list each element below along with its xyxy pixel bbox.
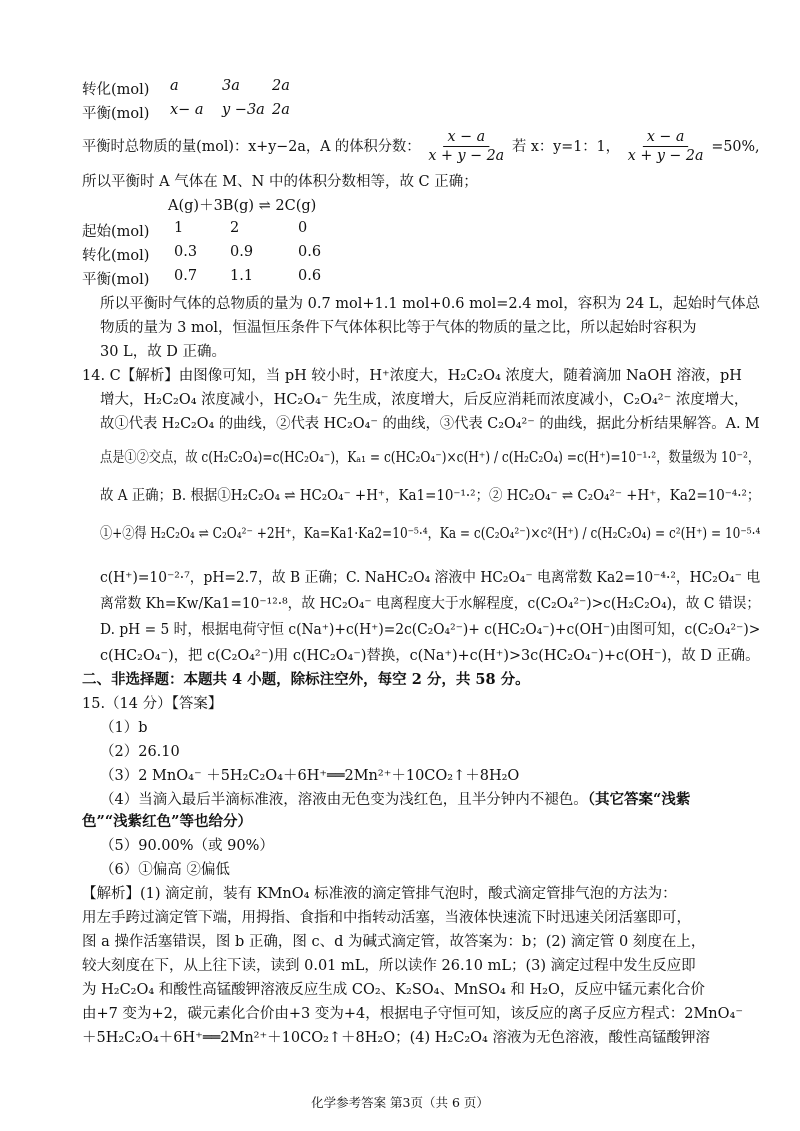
q14-line: c(HC₂O₄⁻)，把 c(C₂O₄²⁻)用 c(HC₂O₄⁻)替换，c(Na⁺)+c(H⁺)>3c(HC₂O₄⁻)+c(OH⁻)，故 D 正确。 (100, 648, 760, 664)
row-label: 平衡(mol) (82, 106, 150, 122)
q15-analysis-line: ＋5H₂C₂O₄＋6H⁺══2Mn²⁺＋10CO₂↑＋8H₂O；(4) H₂C₂O₄ 溶液为无色溶液，酸性高锰酸钾溶 (82, 1030, 710, 1046)
row-label: 转化(mol) (82, 248, 150, 264)
q15-heading: 15.（14 分）【答案】 (82, 696, 223, 712)
q14-line: 故 A 正确；B. 根据①H₂C₂O₄ ⇌ HC₂O₄⁻ +H⁺，Ka1=10⁻¹·²；② HC₂O₄⁻ ⇌ C₂O₄²⁻ +H⁺，Ka2=10⁻⁴·²； (100, 488, 761, 504)
q15-answer: （5）90.00%（或 90%） (100, 838, 274, 854)
paragraph-d-line: 物质的量为 3 mol，恒温恒压条件下气体体积比等于气体的物质的量之比，所以起始时容积为 (100, 320, 697, 336)
paragraph-d-line: 30 L，故 D 正确。 (100, 344, 227, 360)
q15-analysis-line: 为 H₂C₂O₄ 和酸性高锰酸钾溶液反应生成 CO₂、K₂SO₄、MnSO₄ 和 H₂O，反应中锰元素化合价 (82, 982, 705, 998)
q14-line: ①+②得 H₂C₂O₄ ⇌ C₂O₄²⁻ +2H⁺，Ka=Ka1·Ka2=10⁻⁵·⁴，Ka = c(C₂O₄²⁻)×c²(H⁺) / c(H₂C₂O₄) = c²(H⁺) = 10⁻⁵·⁴ (100, 526, 761, 542)
table2-row-initial (82, 220, 382, 240)
cell-c: 2a (272, 78, 290, 94)
cell-c: 0.6 (298, 244, 322, 260)
mole-fraction-condition: 若 x：y=1：1， (512, 138, 620, 155)
q15-analysis-line: 用左手跨过滴定管下端，用拇指、食指和中指转动活塞，当液体快速流下时迅速关闭活塞即可， (82, 910, 691, 926)
cell-c: 0.6 (298, 268, 322, 284)
cell-b: y −3a (222, 102, 265, 118)
cell-b: 0.9 (230, 244, 254, 260)
cell-b: 1.1 (230, 268, 254, 284)
cell-c: 0 (298, 220, 308, 236)
cell-a: 0.7 (174, 268, 198, 284)
table1-row-equilibrium (82, 102, 382, 122)
q14-line: 离常数 Kh=Kw/Ka1=10⁻¹²·⁸，故 HC₂O₄⁻ 电离程度大于水解程度，c(C₂O₄²⁻)>c(H₂C₂O₄)，故 C 错误； (100, 596, 761, 612)
cell-c: 2a (272, 102, 290, 118)
fraction-denominator: x + y − 2a (428, 148, 505, 164)
fraction-numerator: x − a (643, 128, 688, 147)
q14-line: 点是①②交点，故 c(H₂C₂O₄)=c(HC₂O₄⁻)，Kₐ₁ = c(HC₂O₄⁻)×c(H⁺) / c(H₂C₂O₄) =c(H⁺)=10⁻¹·²，数量级为 10⁻²， (100, 450, 761, 466)
section-heading: 二、非选择题：本题共 4 小题，除标注空外，每空 2 分，共 58 分。 (82, 671, 530, 688)
conclusion-c: 所以平衡时 A 气体在 M、N 中的体积分数相等，故 C 正确； (82, 174, 478, 190)
cell-a: 0.3 (174, 244, 198, 260)
q14-line: D. pH = 5 时，根据电荷守恒 c(Na⁺)+c(H⁺)=2c(C₂O₄²⁻)+ c(HC₂O₄⁻)+c(OH⁻)由图可知，c(C₂O₄²⁻)> (100, 622, 761, 638)
q14-line: 14. C【解析】由图像可知，当 pH 较小时，H⁺浓度大，H₂C₂O₄ 浓度大，随着滴加 NaOH 溶液，pH (82, 368, 742, 384)
q15-answer: （6）①偏高 ②偏低 (100, 862, 230, 878)
mole-fraction-prefix: 平衡时总物质的量(mol)：x+y−2a，A 的体积分数： (82, 138, 421, 155)
fraction-a (424, 128, 508, 165)
q15-analysis-line: 图 a 操作活塞错误，图 b 正确，图 c、d 为碱式滴定管，故答案为：b；(2) 滴定管 0 刻度在上， (82, 934, 706, 950)
q15-analysis-line: 由+7 变为+2，碳元素化合价由+3 变为+4，根据电子守恒可知，该反应的离子反应方程式：2MnO₄⁻ (82, 1006, 743, 1022)
cell-a: x− a (170, 102, 204, 118)
q15-answer: （3）2 MnO₄⁻ ＋5H₂C₂O₄＋6H⁺══2Mn²⁺＋10CO₂↑＋8H₂O (100, 768, 520, 784)
fraction-numerator: x − a (444, 128, 489, 147)
q14-line: 增大，H₂C₂O₄ 浓度减小，HC₂O₄⁻ 先生成，浓度增大，后反应消耗而浓度减小，C₂O₄²⁻ 浓度增大， (100, 392, 749, 408)
q15-scoring-note: （其它答案“浅紫 (587, 791, 691, 808)
table2-row-equilibrium (82, 268, 382, 288)
table2-row-conversion (82, 244, 382, 264)
fraction-denominator: x + y − 2a (627, 148, 704, 164)
cell-b: 2 (230, 220, 240, 236)
mole-fraction-line (82, 128, 760, 165)
reaction-equation: A(g)＋3B(g) ⇌ 2C(g) (168, 198, 317, 214)
mole-fraction-result: =50%, (711, 138, 760, 155)
row-label: 平衡(mol) (82, 272, 150, 288)
cell-a: a (170, 78, 179, 94)
q15-analysis-line: 【解析】(1) 滴定前，装有 KMnO₄ 标准液的滴定管排气泡时，酸式滴定管排气泡的方法为： (82, 886, 677, 902)
q15-answer: （1）b (100, 720, 148, 736)
q15-answer-4-line (100, 790, 690, 810)
fraction-b (624, 128, 708, 165)
q15-answer: （2）26.10 (100, 744, 180, 760)
q14-line: c(H⁺)=10⁻²·⁷，pH=2.7，故 B 正确；C. NaHC₂O₄ 溶液中 HC₂O₄⁻ 电离常数 Ka2=10⁻⁴·²，HC₂O₄⁻ 电 (100, 570, 761, 586)
q15-scoring-note-cont: 色”“浅紫红色”等也给分） (82, 813, 253, 830)
row-label: 转化(mol) (82, 82, 150, 98)
row-label: 起始(mol) (82, 224, 150, 240)
q15-analysis-line: 较大刻度在下，从上往下读，读到 0.01 mL，所以读作 26.10 mL；(3) 滴定过程中发生反应即 (82, 958, 696, 974)
q14-line: 故①代表 H₂C₂O₄ 的曲线，②代表 HC₂O₄⁻ 的曲线，③代表 C₂O₄²⁻ 的曲线，据此分析结果解答。A. M (100, 416, 760, 432)
cell-a: 1 (174, 220, 184, 236)
paragraph-d-line: 所以平衡时气体的总物质的量为 0.7 mol+1.1 mol+0.6 mol=2.4 mol，容积为 24 L，起始时气体总 (100, 296, 760, 312)
cell-b: 3a (222, 78, 240, 94)
page-footer: 化学参考答案 第3页（共 6 页） (311, 1095, 489, 1110)
q15-answer: （4）当滴入最后半滴标准液，溶液由无色变为浅红色，且半分钟内不褪色。 (100, 792, 588, 808)
table1-row-conversion (82, 78, 382, 98)
